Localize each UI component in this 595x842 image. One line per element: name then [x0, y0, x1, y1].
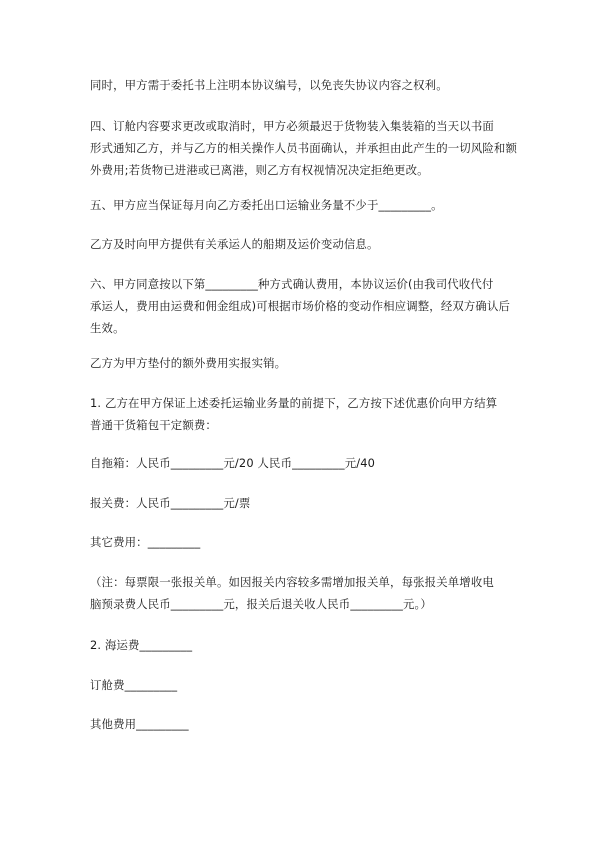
paragraph-item-2-ocean-freight [90, 634, 506, 656]
text-line: 承运人，费用由运费和佣金组成)可根据市场价格的变动作相应调整，经双方确认后 [90, 299, 511, 313]
text-line: 外费用;若货物已进港或已离港，则乙方有权视情况决定拒绝更改。 [90, 163, 429, 177]
text-line: 报关费：人民币_________元/票 [90, 496, 251, 510]
paragraph-agreement-number-note [90, 74, 506, 96]
paragraph-item-1-container-fees [90, 392, 506, 436]
paragraph-customs-note [90, 571, 506, 615]
paragraph-trucking-fee [90, 452, 506, 474]
paragraph-other-fees [90, 531, 506, 553]
paragraph-booking-fee [90, 674, 506, 696]
text-line: 生效。 [90, 321, 125, 335]
paragraph-clause-4-booking-changes [90, 115, 518, 181]
text-line: 四、订舱内容要求更改或取消时，甲方必须最迟于货物装入集装箱的当天以书面 [90, 119, 494, 133]
text-line: 自拖箱：人民币_________元/20 人民币_________元/40 [90, 456, 376, 470]
paragraph-extra-fees [90, 352, 506, 374]
text-line: 普通干货箱包干定额费： [90, 418, 217, 432]
paragraph-schedule-info [90, 233, 506, 255]
text-line: 乙方及时向甲方提供有关承运人的船期及运价变动信息。 [90, 237, 379, 251]
paragraph-miscellaneous-fees [90, 713, 506, 735]
text-line: 其它费用：_________ [90, 535, 201, 549]
text-line: 六、甲方同意按以下第_________种方式确认费用，本协议运价(由我司代收代付 [90, 277, 494, 291]
paragraph-clause-6-fee-confirmation [90, 273, 511, 339]
paragraph-customs-fee [90, 492, 506, 514]
text-line: 脑预录费人民币_________元，报关后退关收人民币_________元。） [90, 597, 432, 611]
text-line: 订舱费_________ [90, 678, 178, 692]
text-line: 其他费用_________ [90, 717, 189, 731]
text-line: 形式通知乙方，并与乙方的相关操作人员书面确认，并承担由此产生的一切风险和额 [90, 141, 518, 155]
text-line: 1. 乙方在甲方保证上述委托运输业务量的前提下，乙方按下述优惠价向甲方结算 [90, 396, 498, 410]
text-line: 同时，甲方需于委托书上注明本协议编号，以免丧失协议内容之权利。 [90, 78, 448, 92]
text-line: 五、甲方应当保证每月向乙方委托出口运输业务量不少于_________。 [90, 198, 443, 212]
text-line: 乙方为甲方垫付的额外费用实报实销。 [90, 356, 287, 370]
text-line: 2. 海运费_________ [90, 638, 193, 652]
text-line: （注：每票限一张报关单。如因报关内容较多需增加报关单，每张报关单增收电 [90, 575, 494, 589]
paragraph-clause-5-monthly-volume [90, 194, 506, 216]
